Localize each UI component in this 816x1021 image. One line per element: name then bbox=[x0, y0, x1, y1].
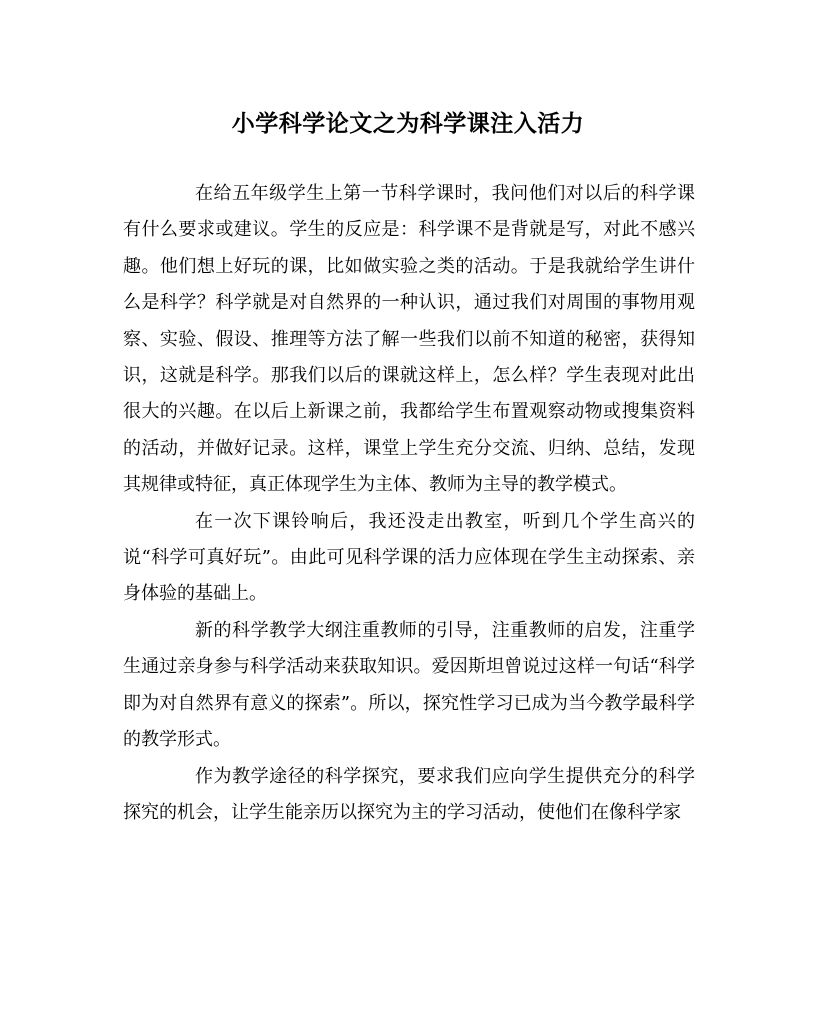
paragraph-2: 在一次下课铃响后，我还没走出教室，听到几个学生高兴的说“科学可真好玩”。由此可见科学课的活力应体现在学生主动探索、亲身体验的基础上。 bbox=[123, 510, 695, 605]
paragraph-4: 作为教学途径的科学探究，要求我们应向学生提供充分的科学探究的机会，让学生能亲历以探究为主的学习活动，使他们在像科学家 bbox=[123, 765, 695, 823]
paragraph-3: 新的科学教学大纲注重教师的引导，注重教师的启发，注重学生通过亲身参与科学活动来获取知识。爱因斯坦曾说过这样一句话“科学即为对自然界有意义的探索”。所以，探究性学习已成为当今教学最科学的教学形式。 bbox=[123, 619, 695, 751]
document-body bbox=[123, 176, 695, 831]
document-title: 小学科学论文之为科学课注入活力 bbox=[231, 110, 585, 137]
paragraph-1: 在给五年级学生上第一节科学课时，我问他们对以后的科学课有什么要求或建议。学生的反应是：科学课不是背就是写，对此不感兴趣。他们想上好玩的课，比如做实验之类的活动。于是我就给学生讲什么是科学？科学就是对自然界的一种认识，通过我们对周围的事物用观察、实验、假设、推理等方法了解一些我们以前不知道的秘密，获得知识，这就是科学。那我们以后的课就这样上，怎么样？学生表现对此出很大的兴趣。在以后上新课之前，我都给学生布置观察动物或搜集资料的活动，并做好记录。这样，课堂上学生充分交流、归纳、总结，发现其规律或特征，真正体现学生为主体、教师为主导的教学模式。 bbox=[123, 183, 695, 496]
